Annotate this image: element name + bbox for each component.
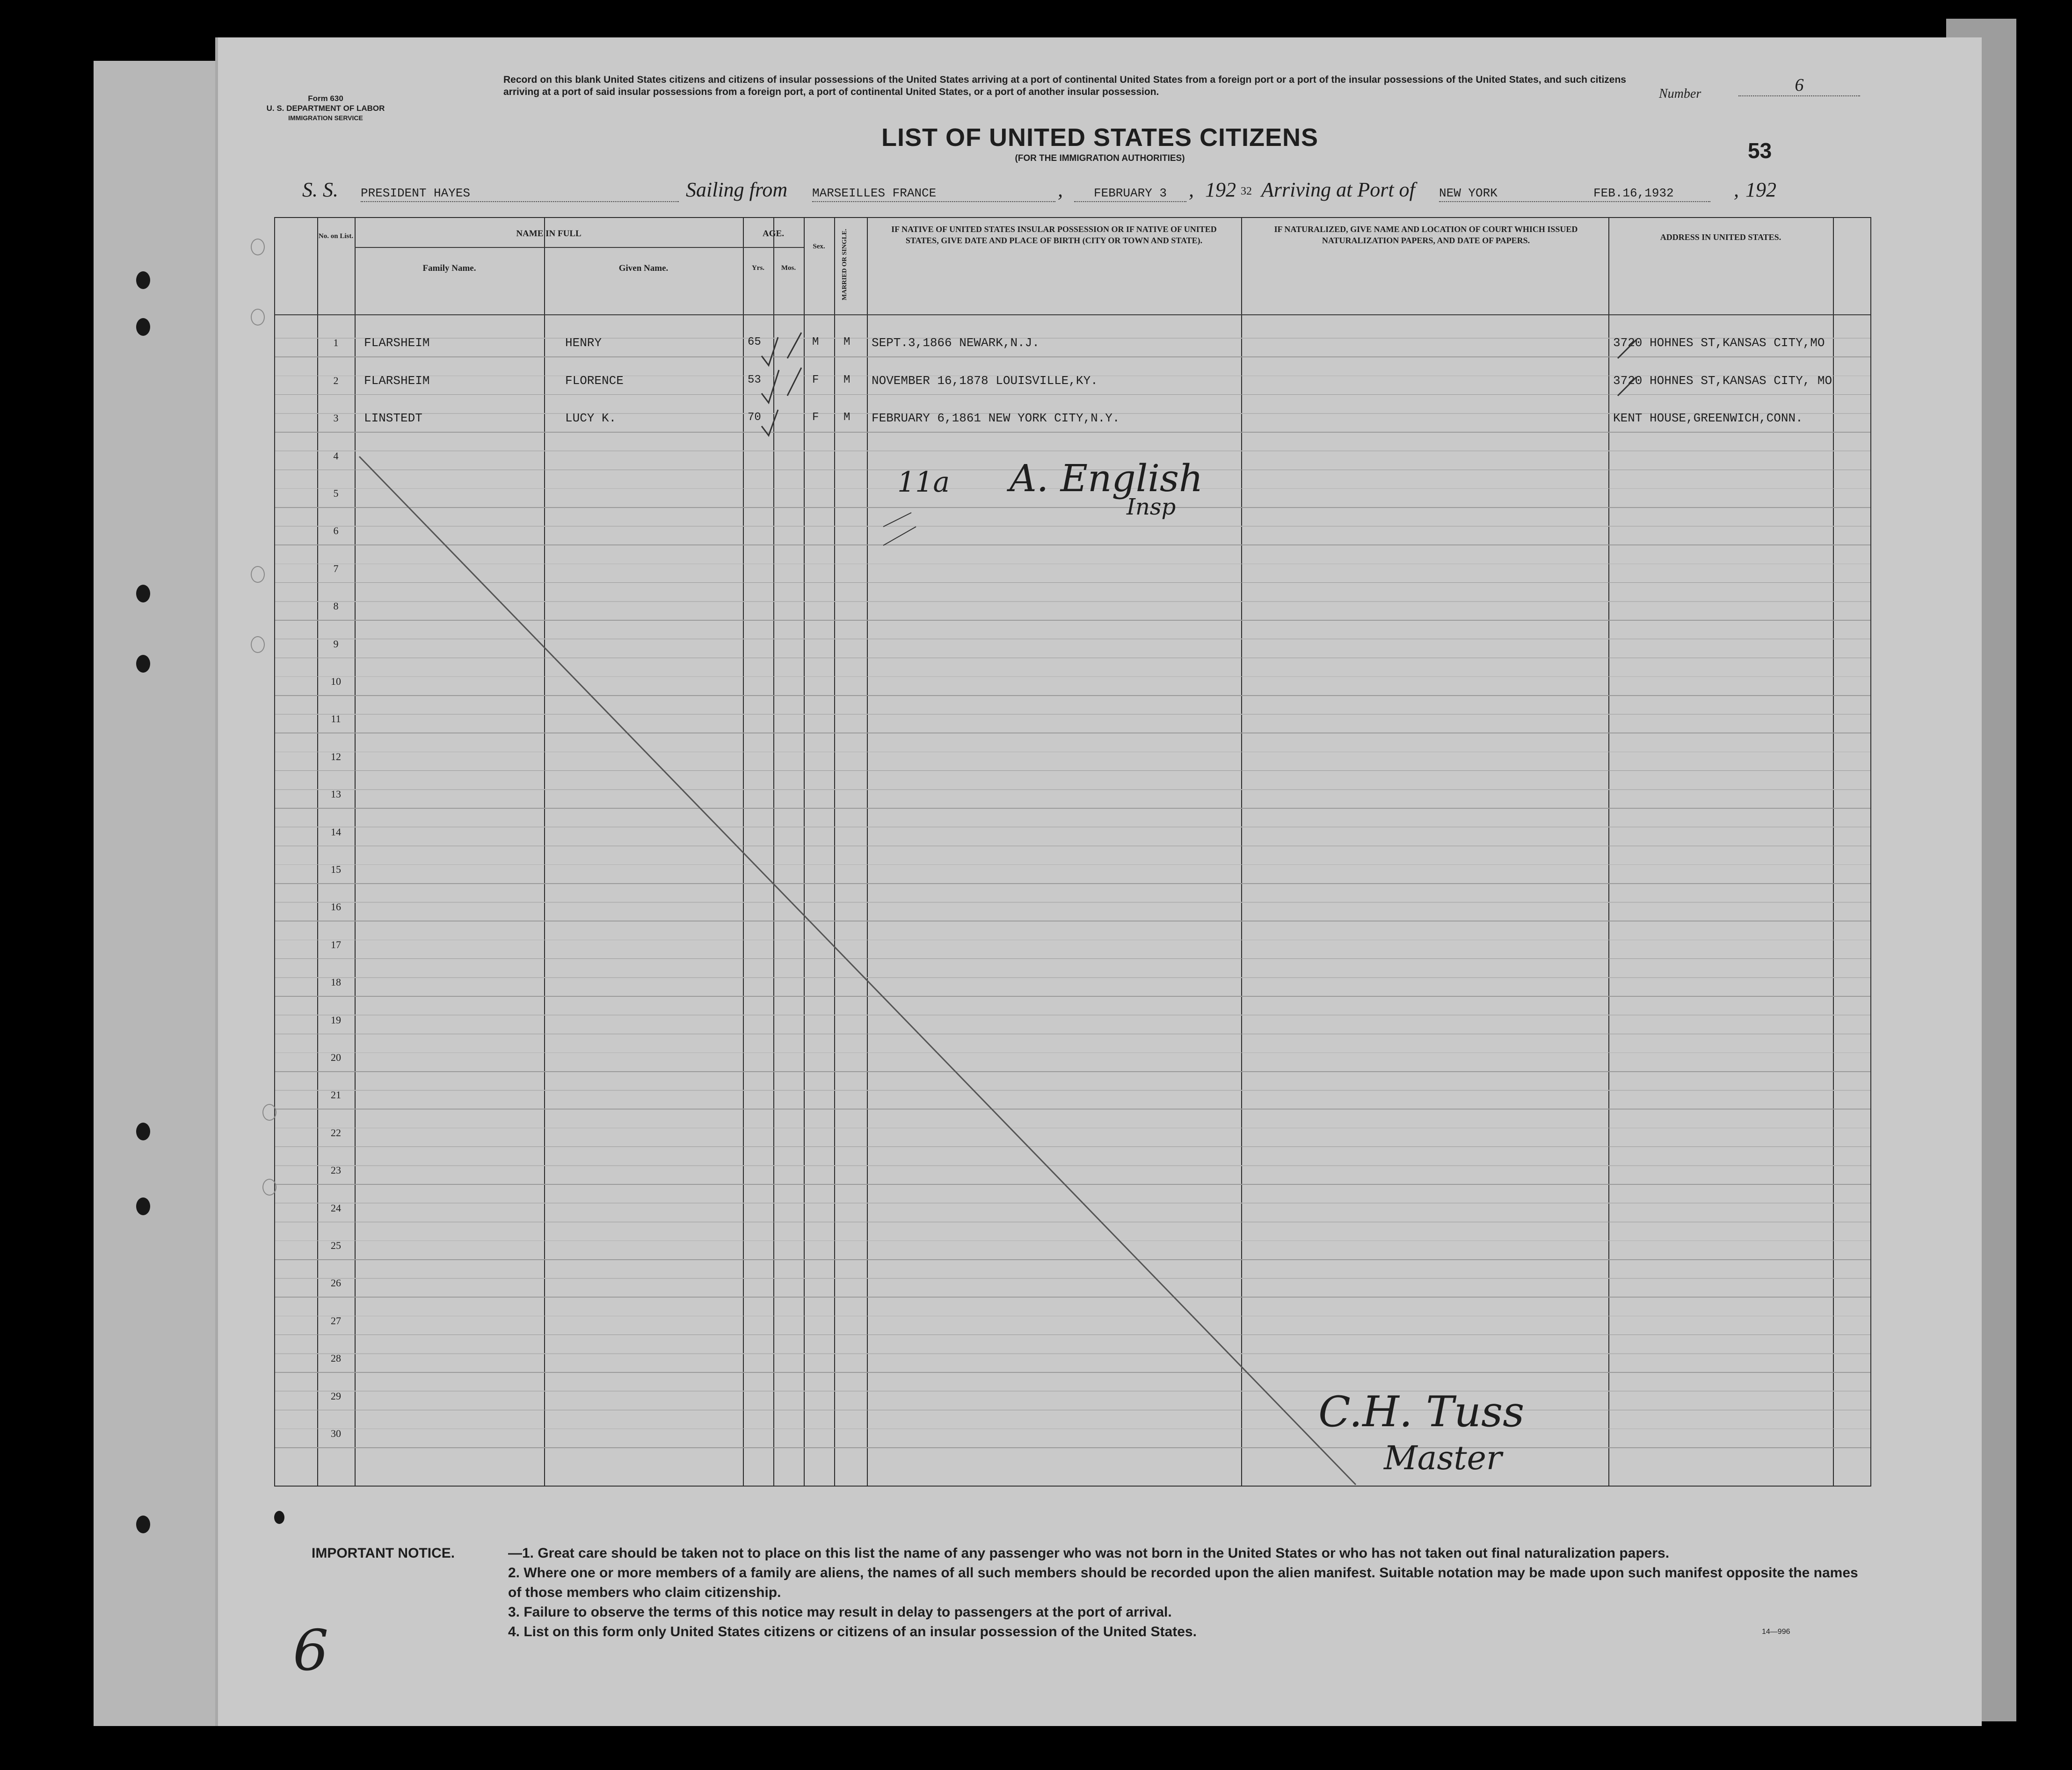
row-number: 9 [333, 638, 339, 650]
handwritten-annotation: 11a [897, 466, 950, 499]
marital-status-cell: M [843, 336, 851, 349]
notice-item-4: 4. List on this form only United States citizens or citizens of an insular possession of the United States. [508, 1624, 1197, 1639]
row-number: 2 [333, 374, 339, 386]
col-header-mos: Mos. [781, 264, 796, 272]
manifest-sheet [215, 37, 1982, 1726]
master-signature: C.H. Tuss [1318, 1387, 1525, 1436]
notice-item-1: —1. Great care should be taken not to place on this list the name of any passenger who was not born in the United States or who has not taken out final naturalization papers. [508, 1545, 1670, 1561]
marital-status-cell: M [843, 411, 851, 424]
notice-label: IMPORTANT NOTICE. [312, 1545, 455, 1561]
number-value: 6 [1738, 75, 1860, 96]
family-name-cell: FLARSHEIM [364, 336, 430, 350]
comma-3: , [1734, 178, 1739, 201]
department-name: U. S. DEPARTMENT OF LABOR [266, 104, 385, 113]
given-name-cell: LUCY K. [565, 411, 617, 426]
family-name-cell: FLARSHEIM [364, 373, 430, 388]
year-prefix: 192 [1205, 178, 1236, 201]
row-number: 15 [331, 863, 341, 875]
number-label: Number [1659, 87, 1701, 101]
binder-ring [262, 1104, 276, 1121]
row-number: 22 [331, 1126, 341, 1139]
cancellation-line [275, 218, 1870, 1486]
row-number: 4 [333, 450, 339, 462]
row-number: 5 [333, 487, 339, 499]
age-years-cell: 65 [748, 336, 761, 349]
row-number: 13 [331, 788, 341, 800]
check-mark [787, 333, 801, 358]
binder-hole [136, 1197, 150, 1215]
sex-cell: F [812, 373, 819, 386]
sex-cell: F [812, 411, 819, 424]
binder-hole [136, 271, 150, 289]
origin-port: MARSEILLES FRANCE [812, 186, 1055, 202]
sailing-date: FEBRUARY 3 [1074, 186, 1186, 202]
address-cell: 3720 HOHNES ST,KANSAS CITY, MO [1613, 373, 1832, 388]
passenger-table [274, 217, 1871, 1487]
binder-ring [251, 239, 265, 255]
row-number: 12 [331, 750, 341, 762]
binder-ring [251, 636, 265, 653]
ss-label: S. S. [302, 178, 338, 201]
diagonal-line [359, 457, 1356, 1485]
record-instructions: Record on this blank United States citizens and citizens of insular possessions of the United States arriving at a port of continental United States from a foreign port or a port of the insular possessions of the United States, and such citizens arriving at a port of said insular possessions from a foreign port, a port of continental United States, or a port of another insular possession. [503, 74, 1626, 97]
corner-mark: 6 [293, 1618, 329, 1683]
address-cell: 3720 HOHNES ST,KANSAS CITY,MO [1613, 336, 1825, 350]
birth-info-cell: FEBRUARY 6,1861 NEW YORK CITY,N.Y. [872, 411, 1120, 426]
row-number: 1 [333, 337, 339, 349]
row-number: 21 [331, 1089, 341, 1101]
binder-hole [136, 585, 150, 602]
binder-hole [136, 318, 150, 336]
row-number: 24 [331, 1202, 341, 1214]
address-cell: KENT HOUSE,GREENWICH,CONN. [1613, 411, 1803, 426]
row-number: 17 [331, 938, 341, 950]
document-title: LIST OF UNITED STATES CITIZENS [881, 123, 1318, 152]
row-number: 29 [331, 1390, 341, 1402]
row-number: 30 [331, 1428, 341, 1439]
row-number: 23 [331, 1164, 341, 1176]
form-number: Form 630 [308, 94, 343, 103]
underlying-page-left [94, 61, 234, 1726]
check-mark [787, 368, 801, 396]
row-number: 6 [333, 525, 339, 537]
col-header-yrs: Yrs. [751, 264, 765, 272]
form-identification [255, 94, 396, 123]
col-header-sex: Sex. [813, 243, 825, 250]
marital-status-cell: M [843, 373, 851, 386]
arrival-port: NEW YORK [1439, 186, 1710, 202]
age-years-cell: 53 [748, 373, 761, 386]
service-name: IMMIGRATION SERVICE [288, 114, 363, 122]
row-number: 16 [331, 901, 341, 913]
comma-2: , [1189, 178, 1194, 201]
annotation-stroke [883, 513, 916, 545]
row-number: 14 [331, 826, 341, 838]
ship-name: PRESIDENT HAYES [361, 186, 679, 202]
inspector-title: Insp [1127, 494, 1176, 520]
binder-ring [251, 309, 265, 326]
birth-info-cell: SEPT.3,1866 NEWARK,N.J. [872, 336, 1040, 350]
check-mark [762, 410, 778, 435]
binder-hole [136, 1123, 150, 1140]
arrival-date: FEB.16,1932 [1593, 186, 1674, 200]
arriving-label: Arriving at Port of [1261, 178, 1415, 201]
family-name-cell: LINSTEDT [364, 411, 422, 426]
row-number: 27 [331, 1314, 341, 1327]
row-number: 10 [331, 675, 341, 687]
year-prefix-2: 192 [1745, 178, 1776, 201]
master-title: Master [1384, 1439, 1502, 1477]
binder-hole [136, 655, 150, 673]
row-number: 26 [331, 1277, 341, 1289]
year-suffix: 32 [1241, 185, 1252, 197]
notice-item-2: 2. Where one or more members of a family are aliens, the names of all such members should be recorded upon the alien manifest. Suitable notation may be made upon such manifest opposite the names of those members who claim citizenship. [508, 1565, 1858, 1600]
sailing-label: Sailing from [686, 178, 788, 201]
row-number: 7 [333, 562, 339, 574]
given-name-cell: FLORENCE [565, 373, 624, 388]
binder-hole [274, 1511, 284, 1524]
page-number: 53 [1748, 138, 1772, 163]
notice-item-3: 3. Failure to observe the terms of this notice may result in delay to passengers at the port of arrival. [508, 1604, 1172, 1620]
print-code: 14—996 [1762, 1628, 1790, 1636]
comma-1: , [1058, 178, 1063, 201]
col-header-no: No. on List. [318, 232, 354, 240]
sex-cell: M [812, 336, 819, 349]
binder-ring [262, 1179, 276, 1196]
given-name-cell: HENRY [565, 336, 602, 350]
col-header-name: NAME IN FULL [516, 229, 582, 239]
col-header-naturalized: IF NATURALIZED, GIVE NAME AND LOCATION OF COURT WHICH ISSUED NATURALIZATION PAPERS, AND DATE OF PAPERS. [1274, 225, 1578, 245]
row-number: 19 [331, 1014, 341, 1026]
inspector-signature: A. English [1010, 457, 1203, 500]
row-number: 8 [333, 600, 339, 612]
row-number: 18 [331, 976, 341, 988]
check-mark [762, 370, 779, 403]
col-header-married: MARRIED OR SINGLE. [841, 229, 848, 301]
row-number: 3 [333, 412, 339, 424]
document-subtitle: (FOR THE IMMIGRATION AUTHORITIES) [1015, 153, 1185, 163]
col-header-address: ADDRESS IN UNITED STATES. [1660, 232, 1781, 242]
col-header-given: Given Name. [618, 263, 669, 273]
row-number: 20 [331, 1052, 341, 1063]
row-number: 25 [331, 1240, 341, 1251]
row-number: 28 [331, 1352, 341, 1364]
birth-info-cell: NOVEMBER 16,1878 LOUISVILLE,KY. [872, 373, 1098, 388]
check-mark [1618, 340, 1636, 358]
check-mark [1618, 377, 1636, 396]
age-years-cell: 70 [748, 411, 761, 424]
check-mark [762, 337, 778, 365]
binder-hole [136, 1516, 150, 1533]
row-number: 11 [331, 713, 341, 725]
col-header-family: Family Name. [422, 263, 476, 273]
col-header-birth: IF NATIVE OF UNITED STATES INSULAR POSSESSION OR IF NATIVE OF UNITED STATES, GIVE DATE AND PLACE OF BIRTH (CITY OR TOWN AND STATE). [891, 225, 1217, 245]
col-header-age: AGE. [763, 229, 784, 239]
binder-ring [251, 566, 265, 583]
